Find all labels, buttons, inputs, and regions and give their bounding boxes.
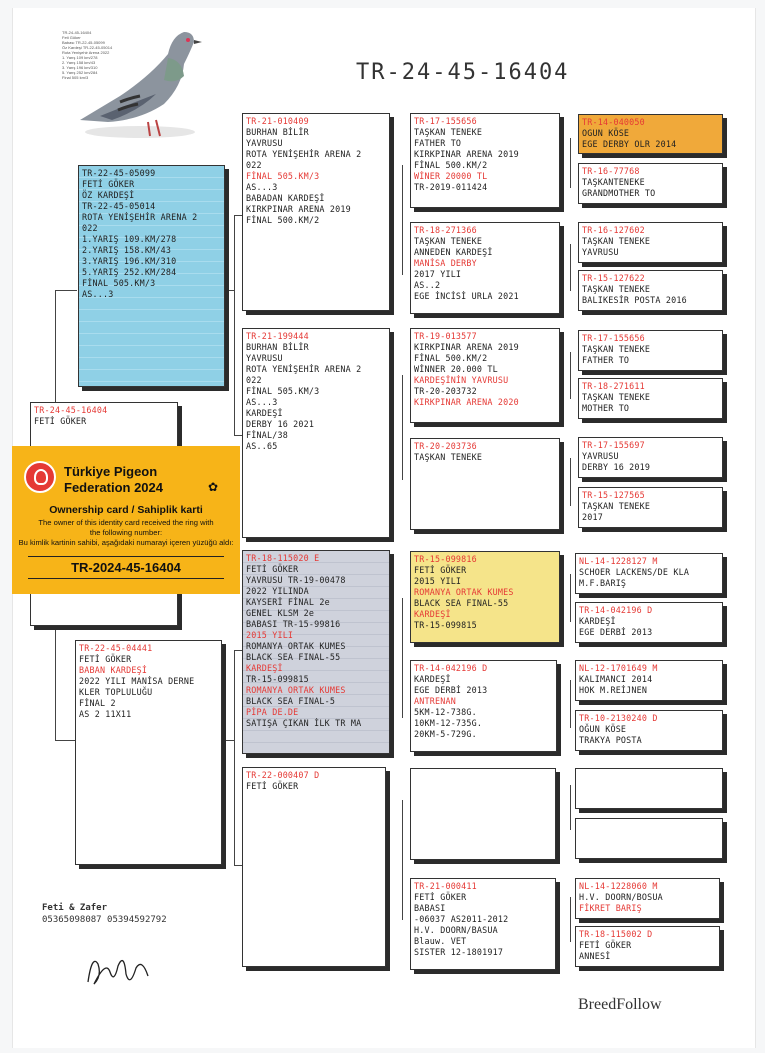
- sire-line: FETİ GÖKER: [82, 179, 135, 189]
- sire-line: 3.YARIŞ 196.KM/310: [82, 256, 177, 266]
- g11-line: HOK M.REİJNEN: [579, 685, 648, 695]
- sd-line: DERBY 16 2021: [246, 419, 315, 429]
- ddd-line: H.V. DOORN/BASUA: [414, 925, 498, 935]
- dss-line: TR-15-099815: [414, 620, 477, 630]
- g7-line: DERBY 16 2019: [582, 462, 651, 472]
- ssd-line: EGE İNCİSİ URLA 2021: [414, 291, 519, 301]
- ds-line: BLACK SEA FINAL-55: [246, 652, 341, 662]
- g9-box: [575, 553, 723, 594]
- sds-line: WİNNER 20.000 TL: [414, 364, 498, 374]
- g9-line: SCHOER LACKENS/DE KLA: [579, 567, 690, 577]
- sire-line: ROTA YENİŞEHİR ARENA 2: [82, 212, 198, 222]
- sss-line: TAŞKAN TENEKE: [414, 127, 483, 137]
- dss-ring: TR-15-099816: [414, 554, 477, 564]
- dam-line: 2022 YILI MANİSA DERNE: [79, 676, 195, 686]
- dam-line: BABAN KARDEŞİ: [79, 665, 148, 675]
- g3-line: YAVRUSU: [582, 247, 619, 257]
- sds-line: KARDEŞİNİN YAVRUSU: [414, 375, 509, 385]
- g11-box: [575, 660, 723, 701]
- connector: [234, 215, 235, 435]
- g8-line: 2017: [582, 512, 603, 522]
- g9-line: M.F.BARIŞ: [579, 578, 627, 588]
- g7-line: YAVRUSU: [582, 451, 619, 461]
- ssd-line: 2017 YILI: [414, 269, 462, 279]
- g12-line: TRAKYA POSTA: [579, 735, 642, 745]
- subject-line: FETİ GÖKER: [34, 416, 87, 426]
- connector: [402, 800, 403, 920]
- g6-line: MOTHER TO: [582, 403, 630, 413]
- card-text: The owner of this identity card received the ring with the following number: Bu kimlik kartinin sahibi, aşağıdaki numarayi içeren yüzüğü aldı:: [18, 518, 234, 547]
- g5-line: TAŞKAN TENEKE: [582, 344, 651, 354]
- ssd-line: TAŞKAN TENEKE: [414, 236, 483, 246]
- sss-ring: TR-17-155656: [414, 116, 477, 126]
- dam-line: AS 2 11X11: [79, 709, 132, 719]
- ds-line: YAVRUSU TR-19-00478: [246, 575, 346, 585]
- connector: [570, 244, 571, 291]
- ddd-box: [410, 878, 556, 970]
- sd-line: FİNAL 505.KM/3: [246, 386, 320, 396]
- dss-line: FETİ GÖKER: [414, 565, 467, 575]
- ssd-line: AS..2: [414, 280, 441, 290]
- dsd-line: 20KM-5-729G.: [414, 729, 477, 739]
- federation-name: Türkiye Pigeon Federation 2024: [64, 464, 163, 495]
- sds-box: [410, 328, 560, 423]
- ds-line: TR-15-099815: [246, 674, 309, 684]
- sdd-line: TAŞKAN TENEKE: [414, 452, 483, 462]
- dss-box: [410, 551, 560, 643]
- page-title: TR-24-45-16404: [356, 60, 570, 85]
- dsd-line: KARDEŞİ: [414, 674, 451, 684]
- sire-line: ÖZ KARDEŞİ: [82, 190, 135, 200]
- connector: [234, 215, 242, 216]
- sire-line: 5.YARIŞ 252.KM/284: [82, 267, 177, 277]
- ds-line: KARDEŞİ: [246, 663, 283, 673]
- sd-ring: TR-21-199444: [246, 331, 309, 341]
- dsd-ring: TR-14-042196 D: [414, 663, 488, 673]
- sss-line: WİNER 20000 TL: [414, 171, 488, 181]
- g13-box: [575, 768, 723, 809]
- ds-line: GENEL KLSM 2e: [246, 608, 315, 618]
- ddd-line: Blauw. VET: [414, 936, 467, 946]
- g9-ring: NL-14-1228127 M: [579, 556, 658, 566]
- dam-ring: TR-22-45-04441: [79, 643, 153, 653]
- dss-line: ROMANYA ORTAK KUMES: [414, 587, 514, 597]
- sd-line: YAVRUSU: [246, 353, 283, 363]
- dsd-line: 5KM-12-738G.: [414, 707, 477, 717]
- dsd-line: EGE DERBİ 2013: [414, 685, 488, 695]
- connector: [402, 375, 403, 480]
- ds-line: BLACK SEA FINAL-5: [246, 696, 336, 706]
- g5-box: [578, 330, 723, 371]
- sss-line: FATHER TO: [414, 138, 462, 148]
- g16-line: FETİ GÖKER: [579, 940, 632, 950]
- ownership-card: [12, 446, 240, 594]
- g6-ring: TR-18-271611: [582, 381, 645, 391]
- ddd-line: BABASI: [414, 903, 446, 913]
- ds-ring: TR-18-115020 E: [246, 553, 320, 563]
- g15-box: [575, 878, 720, 919]
- g16-ring: TR-18-115002 D: [579, 929, 653, 939]
- ss-line: 022: [246, 160, 262, 170]
- g10-line: KARDEŞİ: [579, 616, 616, 626]
- sire-line: 1.YARIŞ 109.KM/278: [82, 234, 177, 244]
- photo-notes: TR-24-45-16404 Feti Göker Babası TR-22-45-05099 Öz Kardeşi TR-22-45-05014 Rota Yenişehir Arena 2022 1. Yarış 109 km/278 2. Yarış 158 km/43 3. Yarış 196 km/310 5. Yarış 252 km/284 Final 505 km/3: [62, 30, 113, 80]
- sire-line: 2.YARIŞ 158.KM/43: [82, 245, 172, 255]
- dsd-line: ANTRENAN: [414, 696, 456, 706]
- sds-ring: TR-19-013577: [414, 331, 477, 341]
- g8-ring: TR-15-127565: [582, 490, 645, 500]
- g4-line: BALIKESİR POSTA 2016: [582, 295, 687, 305]
- dam-line: FETİ GÖKER: [79, 654, 132, 664]
- dd-ring: TR-22-000407 D: [246, 770, 320, 780]
- g2-line: GRANDMOTHER TO: [582, 188, 656, 198]
- owner-phones: 05365098087 05394592792: [42, 915, 167, 925]
- sdd-ring: TR-20-203736: [414, 441, 477, 451]
- g4-box: [578, 270, 723, 311]
- sd-line: KARDEŞİ: [246, 408, 283, 418]
- g8-line: TAŞKAN TENEKE: [582, 501, 651, 511]
- pigeon-icon: ✿: [208, 480, 219, 494]
- dss-line: 2015 YILI: [414, 576, 462, 586]
- connector: [570, 785, 571, 830]
- connector: [234, 865, 242, 866]
- ss-ring: TR-21-010409: [246, 116, 309, 126]
- sds-line: KIRKPINAR ARENA 2020: [414, 397, 519, 407]
- g12-box: [575, 710, 723, 751]
- dd-line: FETİ GÖKER: [246, 781, 299, 791]
- ddd-line: SISTER 12-1801917: [414, 947, 504, 957]
- sds-line: FİNAL 500.KM/2: [414, 353, 488, 363]
- ds-line: BABASI TR-15-99816: [246, 619, 341, 629]
- ssd-ring: TR-18-271366: [414, 225, 477, 235]
- g5-line: FATHER TO: [582, 355, 630, 365]
- connector: [225, 290, 234, 291]
- g2-line: TAŞKANTENEKE: [582, 177, 645, 187]
- ddd-ring: TR-21-000411: [414, 881, 477, 891]
- g14-box: [575, 818, 723, 859]
- ss-box: [242, 113, 390, 311]
- ds-line: ROMANYA ORTAK KUMES: [246, 685, 346, 695]
- sss-line: TR-2019-011424: [414, 182, 488, 192]
- g2-box: [578, 163, 723, 204]
- sire-line: AS...3: [82, 289, 114, 299]
- g16-box: [575, 926, 720, 967]
- dam-line: FİNAL 2: [79, 698, 116, 708]
- brand-logo: BreedFollow: [578, 996, 662, 1013]
- g1-box: [578, 114, 723, 154]
- sd-line: ROTA YENİŞEHİR ARENA 2: [246, 364, 362, 374]
- sd-line: FİNAL/38: [246, 430, 288, 440]
- g1-ring: TR-14-040050: [582, 117, 645, 127]
- ds-line: 2022 YILINDA: [246, 586, 309, 596]
- sd-box: [242, 328, 390, 538]
- g3-ring: TR-16-127602: [582, 225, 645, 235]
- owner-info: [42, 902, 167, 926]
- ss-line: YAVRUSU: [246, 138, 283, 148]
- sdd-box: [410, 438, 560, 530]
- g3-line: TAŞKAN TENEKE: [582, 236, 651, 246]
- connector: [570, 574, 571, 622]
- dsd-line: 10KM-12-735G.: [414, 718, 483, 728]
- sire-line: FİNAL 505.KM/3: [82, 278, 156, 288]
- dam-line: KLER TOPLULUĞU: [79, 687, 153, 697]
- sd-line: AS...3: [246, 397, 278, 407]
- dss-line: BLACK SEA FINAL-55: [414, 598, 509, 608]
- sss-line: KIRKPINAR ARENA 2019: [414, 149, 519, 159]
- card-title: Ownership card / Sahiplik karti: [49, 504, 203, 516]
- g16-line: ANNESİ: [579, 951, 611, 961]
- sire-box: [78, 165, 225, 387]
- ds-box: [242, 550, 390, 754]
- ss-line: KIRKPINAR ARENA 2019: [246, 204, 351, 214]
- ds-line: FETİ GÖKER: [246, 564, 299, 574]
- ddd-line: FETİ GÖKER: [414, 892, 467, 902]
- connector: [234, 650, 242, 651]
- dd-box: [242, 767, 386, 967]
- g15-ring: NL-14-1228060 M: [579, 881, 658, 891]
- sire-line: 022: [82, 223, 98, 233]
- g12-ring: TR-10-2130240 D: [579, 713, 658, 723]
- sd-line: 022: [246, 375, 262, 385]
- g7-ring: TR-17-155697: [582, 440, 645, 450]
- connector: [55, 290, 77, 291]
- dsd-box: [410, 660, 557, 752]
- g7-box: [578, 437, 723, 478]
- sire-ring: TR-22-45-05099: [82, 168, 156, 178]
- ds-line: ROMANYA ORTAK KUMES: [246, 641, 346, 651]
- connector: [570, 680, 571, 728]
- connector: [570, 897, 571, 942]
- connector: [234, 650, 235, 865]
- g11-line: KALIMANCI 2014: [579, 674, 653, 684]
- connector: [234, 435, 242, 436]
- ds-line: 2015 YILI: [246, 630, 294, 640]
- subject-ring: TR-24-45-16404: [34, 405, 108, 415]
- ddd-line: -06037 AS2011-2012: [414, 914, 509, 924]
- g1-line: EGE DERBY OLR 2014: [582, 139, 677, 149]
- g4-line: TAŞKAN TENEKE: [582, 284, 651, 294]
- g1-line: OGUN KÖSE: [582, 128, 630, 138]
- connector: [570, 352, 571, 399]
- sd-line: BURHAN BİLİR: [246, 342, 309, 352]
- g8-box: [578, 487, 723, 528]
- g3-box: [578, 222, 723, 263]
- g11-ring: NL-12-1701649 M: [579, 663, 658, 673]
- g5-ring: TR-17-155656: [582, 333, 645, 343]
- ss-line: AS...3: [246, 182, 278, 192]
- sds-line: KIRKPINAR ARENA 2019: [414, 342, 519, 352]
- ds-line: SATIŞA ÇIKAN İLK TR MA: [246, 718, 362, 728]
- g10-line: EGE DERBİ 2013: [579, 627, 653, 637]
- connector: [402, 165, 403, 275]
- sds-line: TR-20-203732: [414, 386, 477, 396]
- owner-name: Feti & Zafer: [42, 903, 108, 913]
- ss-line: BABADAN KARDEŞİ: [246, 193, 325, 203]
- ss-line: FİNAL 505.KM/3: [246, 171, 320, 181]
- connector: [570, 138, 571, 188]
- g6-box: [578, 378, 723, 419]
- ds-line: KAYSERİ FİNAL 2e: [246, 597, 330, 607]
- sire-line: TR-22-45-05014: [82, 201, 156, 211]
- ssd-line: MANİSA DERBY: [414, 258, 477, 268]
- ss-line: FİNAL 500.KM/2: [246, 215, 320, 225]
- dds-box: [410, 768, 556, 860]
- g6-line: TAŞKAN TENEKE: [582, 392, 651, 402]
- ssd-box: [410, 222, 560, 314]
- connector: [570, 458, 571, 506]
- connector: [222, 740, 234, 741]
- sss-line: FİNAL 500.KM/2: [414, 160, 488, 170]
- g15-line: FİKRET BARIŞ: [579, 903, 642, 913]
- g15-line: H.V. DOORN/BOSUA: [579, 892, 663, 902]
- ss-line: ROTA YENİŞEHİR ARENA 2: [246, 149, 362, 159]
- ds-line: PİPA DE.DE: [246, 707, 299, 717]
- connector: [55, 740, 77, 741]
- g10-ring: TR-14-042196 D: [579, 605, 653, 615]
- signature: [84, 944, 154, 992]
- g12-line: OĞUN KÖSE: [579, 724, 627, 734]
- g10-box: [575, 602, 723, 643]
- ss-line: BURHAN BİLİR: [246, 127, 309, 137]
- card-ring-number: TR-2024-45-16404: [28, 556, 224, 579]
- sss-box: [410, 113, 560, 208]
- connector: [402, 598, 403, 718]
- federation-logo-icon: [24, 461, 56, 493]
- sd-line: AS..65: [246, 441, 278, 451]
- g2-ring: TR-16-77768: [582, 166, 640, 176]
- dam-box: [75, 640, 222, 865]
- ssd-line: ANNEDEN KARDEŞİ: [414, 247, 493, 257]
- g4-ring: TR-15-127622: [582, 273, 645, 283]
- dss-line: KARDEŞİ: [414, 609, 451, 619]
